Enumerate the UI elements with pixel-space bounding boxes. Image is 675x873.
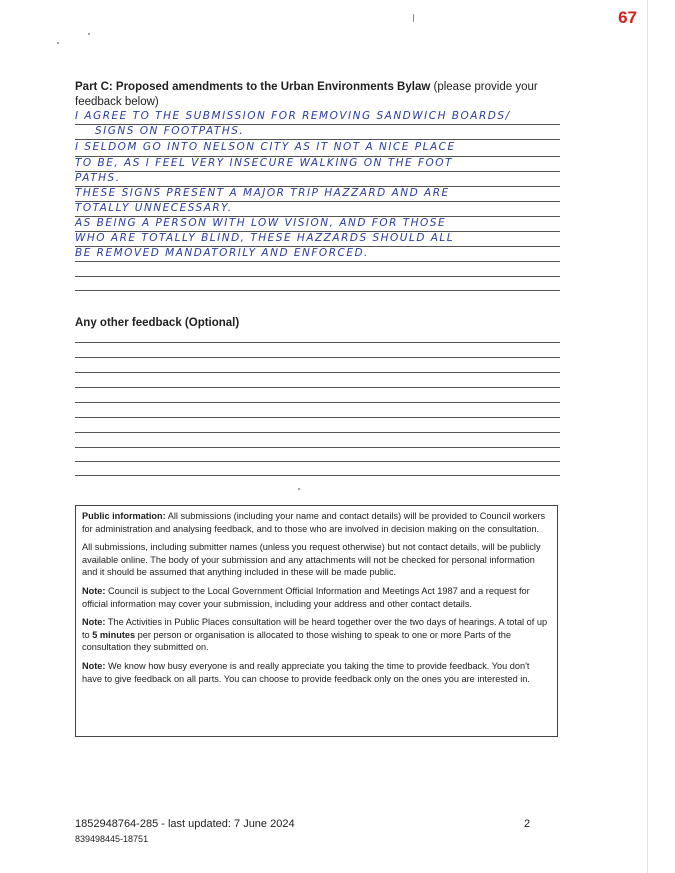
ruled-line xyxy=(75,342,560,343)
part-c-title: Part C: Proposed amendments to the Urban Environments Bylaw xyxy=(75,81,431,93)
other-feedback-heading: Any other feedback (Optional) xyxy=(75,317,240,329)
public-information-box xyxy=(75,505,558,737)
handwriting-line: PATHS. xyxy=(75,172,121,184)
scan-speck xyxy=(88,33,90,35)
note-text: The Activities in Public Places consultation will be heard together over the two days of hearings. A total of up to xyxy=(82,617,548,640)
handwriting-line: WHO ARE TOTALLY BLIND, THESE HAZZARDS SHOULD ALL xyxy=(75,232,455,244)
note-label: Note: xyxy=(82,585,106,596)
note-bold-minutes: 5 minutes xyxy=(92,629,136,640)
note-text: per person or organisation is allocated to those wishing to speak to one or more Parts of the consultation they submitted on. xyxy=(82,629,511,653)
public-info-label: Public information: xyxy=(82,511,166,521)
ruled-line xyxy=(75,357,560,358)
handwriting-line: I AGREE TO THE SUBMISSION FOR REMOVING SANDWICH BOARDS/ xyxy=(75,110,511,122)
note-text: Council is subject to the Local Government Official Information and Meetings Act 1987 and a request for official information may cover your submission, including your address and other contact details. xyxy=(82,585,530,609)
scan-speck xyxy=(57,42,59,44)
ruled-line xyxy=(75,417,560,418)
scan-speck xyxy=(298,488,300,490)
ruled-line xyxy=(75,139,560,140)
handwriting-line: AS BEING A PERSON WITH LOW VISION, AND FOR THOSE xyxy=(75,217,447,229)
ruled-line xyxy=(75,171,560,172)
ruled-line xyxy=(75,372,560,373)
note-text: We know how busy everyone is and really appreciate you taking the time to provide feedback. You don't have to give feedback on all parts. You can choose to provide feedback only on the ones you are interested in. xyxy=(82,660,530,684)
handwriting-line: TO BE, AS I FEEL VERY INSECURE WALKING ON THE FOOT xyxy=(75,157,453,169)
note-official-info xyxy=(82,585,551,610)
part-c-heading xyxy=(75,80,555,110)
footer-doc-ref: 1852948764-285 - last updated: 7 June 2024 xyxy=(75,818,295,830)
part-c-response-area[interactable] xyxy=(75,110,560,295)
note-label: Note: xyxy=(82,660,106,671)
ruled-line xyxy=(75,461,560,462)
ruled-line xyxy=(75,432,560,433)
public-info-paragraph xyxy=(82,510,551,535)
note-hearings xyxy=(82,616,551,654)
note-label: Note: xyxy=(82,617,106,628)
scan-edge xyxy=(647,0,648,873)
handwriting-line: BE REMOVED MANDATORILY AND ENFORCED. xyxy=(75,247,369,259)
ruled-line xyxy=(75,276,560,277)
handwriting-line: THESE SIGNS PRESENT A MAJOR TRIP HAZZARD AND ARE xyxy=(75,187,450,199)
other-feedback-response-area[interactable] xyxy=(75,338,560,480)
part-c-instruction: (please provide your feedback below) xyxy=(75,81,538,108)
scan-speck xyxy=(413,14,414,22)
handwriting-line: I SELDOM GO INTO NELSON CITY AS IT NOT A NICE PLACE xyxy=(75,141,456,153)
page-number: 67 xyxy=(618,8,637,27)
footer-sub-ref: 839498445-18751 xyxy=(75,834,149,844)
submissions-paragraph: All submissions, including submitter names (unless you request otherwise) but not contact details, will be publicly available online. The body of your submission and any attachments will not be checked for personal information and it should be assumed that anything included in these will be made public. xyxy=(82,542,541,578)
footer-page-number: 2 xyxy=(524,818,531,830)
ruled-line xyxy=(75,447,560,448)
ruled-line xyxy=(75,402,560,403)
handwriting-line: TOTALLY UNNECESSARY. xyxy=(75,202,233,214)
handwriting-line: SIGNS ON FOOTPATHS. xyxy=(95,125,245,137)
public-info-text: All submissions (including your name and contact details) will be provided to Council workers for administration and analysing feedback, and to those who are involved in decision making on the consultation. xyxy=(82,511,546,534)
ruled-line xyxy=(75,261,560,262)
ruled-line xyxy=(75,475,560,476)
ruled-line xyxy=(75,387,560,388)
ruled-line xyxy=(75,290,560,291)
note-thanks xyxy=(82,660,551,685)
